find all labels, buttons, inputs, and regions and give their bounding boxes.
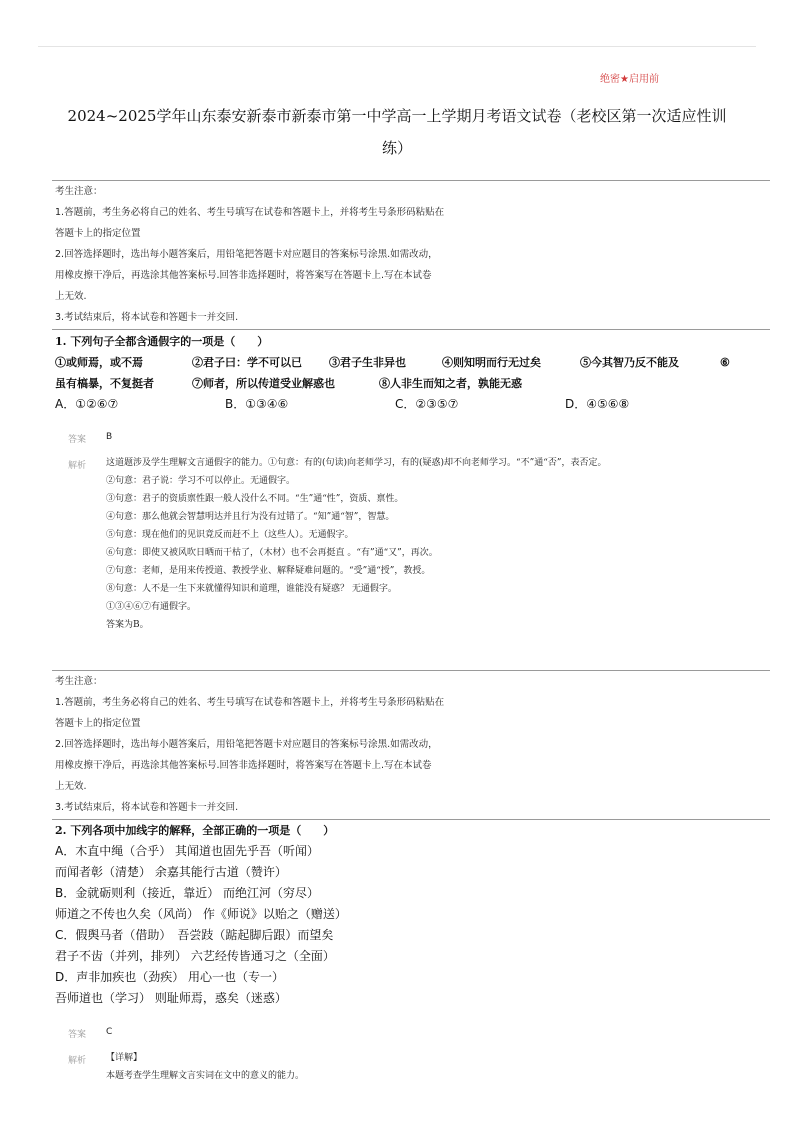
choice-d[interactable]: D．④⑤⑥⑧ xyxy=(565,397,630,411)
top-divider xyxy=(38,46,756,47)
option-line: 君子不齿（并列，排列） 六艺经传皆通习之（全面） xyxy=(55,949,335,963)
option-line[interactable]: D．声非加疾也（劲疾） 用心一也（专一） xyxy=(55,970,285,984)
candidate-notice xyxy=(55,181,755,328)
analysis-line: ①③④⑥⑦有通假字。 xyxy=(106,602,197,612)
answer-label: 答案 xyxy=(68,435,87,445)
analysis-line: 这道题涉及学生理解文言通假字的能力。①句意：有的(句读)向老师学习，有的(疑惑)却不向老师学习。“不”通“否”，表否定。 xyxy=(106,458,607,468)
sentence-option: ②君子曰：学不可以已 xyxy=(192,356,302,369)
candidate-notice xyxy=(55,671,755,818)
notice-heading: 考生注意： xyxy=(55,676,103,687)
answer-label: 答案 xyxy=(68,1030,87,1040)
choice-b[interactable]: B．①③④⑥ xyxy=(225,397,289,411)
analysis-line: ②句意：君子说：学习不可以停止。无通假字。 xyxy=(106,476,296,486)
notice-line: 2.回答选择题时，选出每小题答案后，用铅笔把答题卡对应题目的答案标号涂黑.如需改动， xyxy=(55,739,438,750)
notice-line: 用橡皮擦干净后，再选涂其他答案标号.回答非选择题时，将答案写在答题卡上.写在本试卷 xyxy=(55,760,432,771)
notice-heading: 考生注意： xyxy=(55,186,103,197)
answer-value: B xyxy=(106,432,113,442)
option-line[interactable]: B．金就砺则利（接近，靠近） 而绝江河（穷尽） xyxy=(55,886,320,900)
option-line[interactable]: A．木直中绳（合乎） 其闻道也固先乎吾（听闻） xyxy=(55,844,320,858)
analysis-text xyxy=(106,454,756,634)
notice-line: 3.考试结束后，将本试卷和答题卡一并交回. xyxy=(55,312,239,323)
notice-line: 上无效. xyxy=(55,291,87,302)
confidential-label: 绝密★启用前 xyxy=(600,74,659,85)
section-divider xyxy=(52,329,770,330)
analysis-line: ⑦句意：老师，是用来传授道、教授学业、解释疑难问题的。“受”通“授”，教授。 xyxy=(106,566,431,576)
choice-c[interactable]: C．②③⑤⑦ xyxy=(395,397,459,411)
sentence-option: ⑤今其智乃反不能及 xyxy=(580,356,679,369)
notice-line: 用橡皮擦干净后，再选涂其他答案标号.回答非选择题时，将答案写在答题卡上.写在本试卷 xyxy=(55,270,432,281)
analysis-line: ③句意：君子的资质禀性跟一般人没什么不同。“生”通“性”，资质、禀性。 xyxy=(106,494,404,504)
answer-choices xyxy=(55,394,770,415)
sentence-option: ①或师焉，或不焉 xyxy=(55,356,143,369)
title-line-2: 练） xyxy=(381,139,412,157)
sentence-row xyxy=(55,373,770,394)
analysis-line: ⑤句意：现在他们的见识竟反而赶不上（这些人）。无通假字。 xyxy=(106,530,354,540)
analysis-label: 解析 xyxy=(68,461,87,471)
question-stem: 2. 下列各项中加线字的解释，全部正确的一项是（ ） xyxy=(55,824,335,837)
notice-line: 答题卡上的指定位置 xyxy=(55,718,141,729)
answer-value: C xyxy=(106,1027,113,1037)
analysis-label: 解析 xyxy=(68,1056,87,1066)
sentence-row xyxy=(55,352,770,373)
notice-line: 上无效. xyxy=(55,781,87,792)
analysis-line: 本题考查学生理解文言实词在文中的意义的能力。 xyxy=(106,1071,305,1081)
notice-line: 2.回答选择题时，选出每小题答案后，用铅笔把答题卡对应题目的答案标号涂黑.如需改动， xyxy=(55,249,438,260)
option-line: 吾师道也（学习） 则耻师焉，惑矣（迷惑） xyxy=(55,991,287,1005)
option-line[interactable]: C．假舆马者（借助） 吾尝跂（踮起脚后跟）而望矣 xyxy=(55,928,334,942)
question-1 xyxy=(55,331,770,415)
sentence-option: ③君子生非异也 xyxy=(329,356,406,369)
sentence-option: 虽有槁暴，不复挺者 xyxy=(55,377,154,390)
notice-line: 1.答题前，考生务必将自己的姓名、考生号填写在试卷和答题卡上，并将考生号条形码粘贴在 xyxy=(55,697,445,708)
analysis-line: ④句意：那么他就会智慧明达并且行为没有过错了。“知”通“智”，智慧。 xyxy=(106,512,395,522)
choice-a[interactable]: A．①②⑥⑦ xyxy=(55,397,119,411)
notice-line: 答题卡上的指定位置 xyxy=(55,228,141,239)
notice-line: 3.考试结束后，将本试卷和答题卡一并交回. xyxy=(55,802,239,813)
question-stem: 1. 下列句子全都含通假字的一项是（ ） xyxy=(55,335,269,348)
analysis-text xyxy=(106,1049,756,1085)
page-title xyxy=(20,100,774,164)
sentence-option: ⑦师者，所以传道受业解惑也 xyxy=(192,377,335,390)
sentence-option: ④则知明而行无过矣 xyxy=(442,356,541,369)
option-line: 而闻者彰（清楚） 余嘉其能行古道（赞许） xyxy=(55,865,287,879)
analysis-line: ⑧句意：人不是一生下来就懂得知识和道理，谁能没有疑惑？ 无通假字。 xyxy=(106,584,397,594)
option-line: 师道之不传也久矣（风尚） 作《师说》以贻之（赠送） xyxy=(55,907,347,921)
notice-line: 1.答题前，考生务必将自己的姓名、考生号填写在试卷和答题卡上，并将考生号条形码粘贴在 xyxy=(55,207,445,218)
sentence-option: ⑧人非生而知之者，孰能无惑 xyxy=(379,377,522,390)
sentence-option: ⑥ xyxy=(720,356,730,369)
analysis-line: 【详解】 xyxy=(106,1053,143,1063)
title-line-1: 2024~2025学年山东泰安新泰市新泰市第一中学高一上学期月考语文试卷（老校区第一次适应性训 xyxy=(67,107,727,125)
question-2 xyxy=(55,820,770,1009)
analysis-line: ⑥句意：即使又被风吹日晒而干枯了，（木材）也不会再挺直 。“有”通“又”，再次。 xyxy=(106,548,438,558)
analysis-line: 答案为B。 xyxy=(106,620,149,630)
